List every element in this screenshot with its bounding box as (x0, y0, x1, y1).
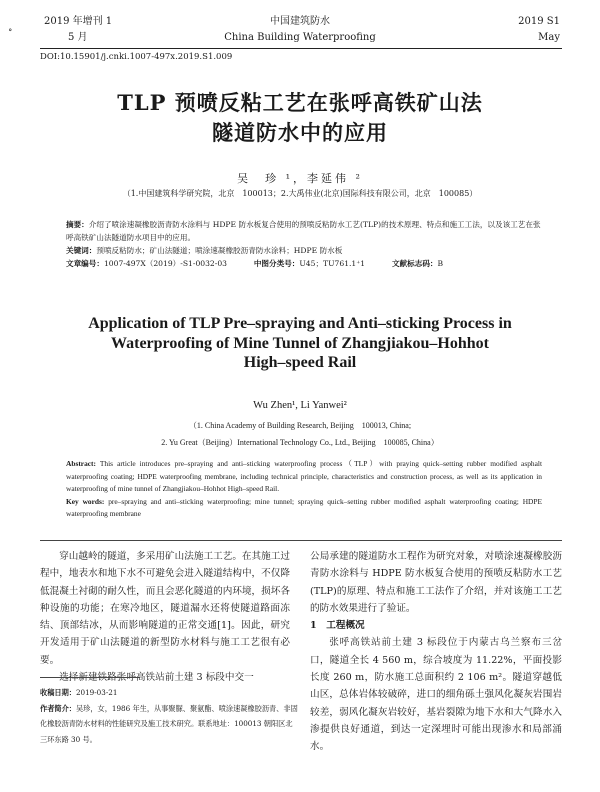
doi: DOI:10.15901/j.cnki.1007-497x.2019.S1.009 (40, 52, 233, 62)
abstract-english-block (66, 458, 542, 496)
abstract-english (66, 458, 542, 521)
doc-code: B (437, 259, 444, 268)
paragraph: 选择新建铁路张呼高铁站前土建 3 标段中交一 (59, 672, 254, 684)
title-english (0, 314, 600, 373)
keywords-english-label: Key words: (66, 496, 105, 506)
footnote (40, 685, 298, 747)
month-line: 5 月 (68, 32, 88, 43)
affiliation-chinese: （1.中国建筑科学研究院，北京 100013；2.大禹伟业(北京)国际科技有限公司，北京 100085） (122, 189, 478, 198)
title-chinese-line2: 隧道防水中的应用 (212, 120, 388, 145)
paragraph: 穿山越岭的隧道，多采用矿山法施工工艺。在其施工过程中，地表水和地下水不可避免会进入隧道结构中，不仅降低混凝土衬砌的耐久性，而且会恶化隧道的内环境，损坏各种设施的功能；在寒冷地区，隧道漏水还将使隧道路面冻结、顶部结冰，从而影响隧道的正常交通[1]。因此，研究开发适用于矿山法隧道的新型防水材料与施工工艺很有必要。 (40, 551, 290, 666)
article-no: 1007-497X（2019）-S1-0032-03 (103, 259, 227, 268)
received-date (40, 685, 298, 701)
section-rule (40, 540, 562, 541)
title-english-line1: Application of TLP Pre–spraying and Anti–sticking Process in (88, 315, 512, 332)
body-column-left (40, 548, 290, 686)
author-bio (40, 701, 298, 748)
doc-code-label: 文献标志码： (391, 259, 438, 268)
clc: U45；TU761.1⁺1 (299, 259, 366, 268)
issue-line-en: 2019 S1 (518, 16, 560, 27)
affiliation-english-2: 2. Yu Great（Beijing）International Technology Co., Ltd., Beijing 100085, China） (161, 438, 439, 447)
article-meta (66, 257, 544, 270)
month-line-en: May (538, 32, 560, 43)
journal-name-en: China Building Waterproofing (224, 32, 376, 43)
bio-text: 吴珍，女，1986 年生，从事聚脲、聚氨酯、喷涂速凝橡胶沥青、非固化橡胶沥青防水材料的性能研究及施工技术研究。联系地址：100013 朝阳区北三环东路 30 号。 (40, 703, 298, 744)
received-label: 收稿日期： (40, 688, 76, 697)
title-chinese-line1: TLP 预喷反粘工艺在张呼高铁矿山法 (117, 90, 483, 115)
abstract-english-label: Abstract: (66, 459, 96, 468)
authors-chinese: 吴 珍 ¹，李延伟 ² (237, 172, 363, 185)
abstract-label: 摘要： (66, 220, 89, 229)
journal-name (0, 14, 600, 46)
article-no-label: 文章编号： (66, 259, 104, 268)
header-rule (40, 48, 562, 49)
keywords-english (66, 496, 542, 521)
abstract-english-text: This article introduces pre–spraying and anti–sticking waterproofing process（TLP）with praying quick–setting rubber modified asphalt waterproofing coating; HDPE waterproofing membrane, including technical principle, characteristics and construction process, as well as its application in waterproofing of mine tunnel of Zhangjiakou–Hohhot High–speed Rail. (66, 459, 542, 493)
clc-label: 中图分类号： (253, 259, 300, 268)
keywords-label: 关键词： (66, 246, 97, 255)
issue-line: 2019 年增刊 1 (44, 16, 113, 27)
keywords-chinese (66, 244, 544, 257)
journal-name-cn: 中国建筑防水 (270, 16, 330, 27)
abstract-text: 介绍了喷涂速凝橡胶沥青防水涂料与 HDPE 防水板复合使用的预喷反粘防水工艺(TLP)的技术原理、特点和施工工法，以及该工艺在张呼高铁矿山法隧道防水项目中的应用。 (66, 220, 541, 242)
title-chinese (0, 88, 600, 148)
section-heading: 1 工程概况 (310, 620, 365, 632)
authors-english: Wu Zhen¹, Li Yanwei² (253, 400, 347, 411)
paragraph: 张呼高铁站前土建 3 标段位于内蒙古乌兰察布三岔口，隧道全长 4 560 m，综合坡度为 11.22%，平面投影长度 260 m，防水施工总面积约 2 106 m²。隧道穿越低山区，总体岩体较破碎，进口的细角砾土强风化凝灰岩围岩较差，弱风化凝灰岩较好，基岩裂隙为地下水和大气降水入渗提供良好通道，到达一定深埋时可能出现渗水和局部涌水。 (310, 637, 562, 753)
title-english-line3: High–speed Rail (243, 354, 357, 371)
bio-label: 作者简介： (40, 703, 76, 713)
journal-issue-en (518, 14, 560, 46)
margin-mark: ˳ (8, 22, 13, 32)
footnote-rule (40, 677, 140, 678)
affiliation-english (0, 417, 600, 451)
keywords-english-text: pre–spraying and anti–sticking waterproofing; mine tunnel; spraying quick–setting rubber modified asphalt waterproofing coating; HDPE waterproofing membrane (66, 496, 542, 518)
abstract-chinese-block (66, 218, 544, 244)
keywords-text: 预喷反粘防水；矿山法隧道；喷涂速凝橡胶沥青防水涂料；HDPE 防水板 (96, 246, 343, 255)
abstract-chinese (66, 218, 544, 270)
body-column-right (310, 548, 562, 756)
paragraph: 公局承建的隧道防水工程作为研究对象，对喷涂速凝橡胶沥青防水涂料与 HDPE 防水板复合使用的预喷反粘防水工艺(TLP)的原理、特点和施工工法作了介绍，并对该施工工艺的防水效果进行了验证。 (310, 551, 562, 614)
received-value: 2019-03-21 (75, 688, 118, 697)
title-english-line2: Waterproofing of Mine Tunnel of Zhangjiakou–Hohhot (111, 334, 489, 352)
affiliation-english-1: （1. China Academy of Building Research, Beijing 100013, China; (188, 421, 412, 430)
